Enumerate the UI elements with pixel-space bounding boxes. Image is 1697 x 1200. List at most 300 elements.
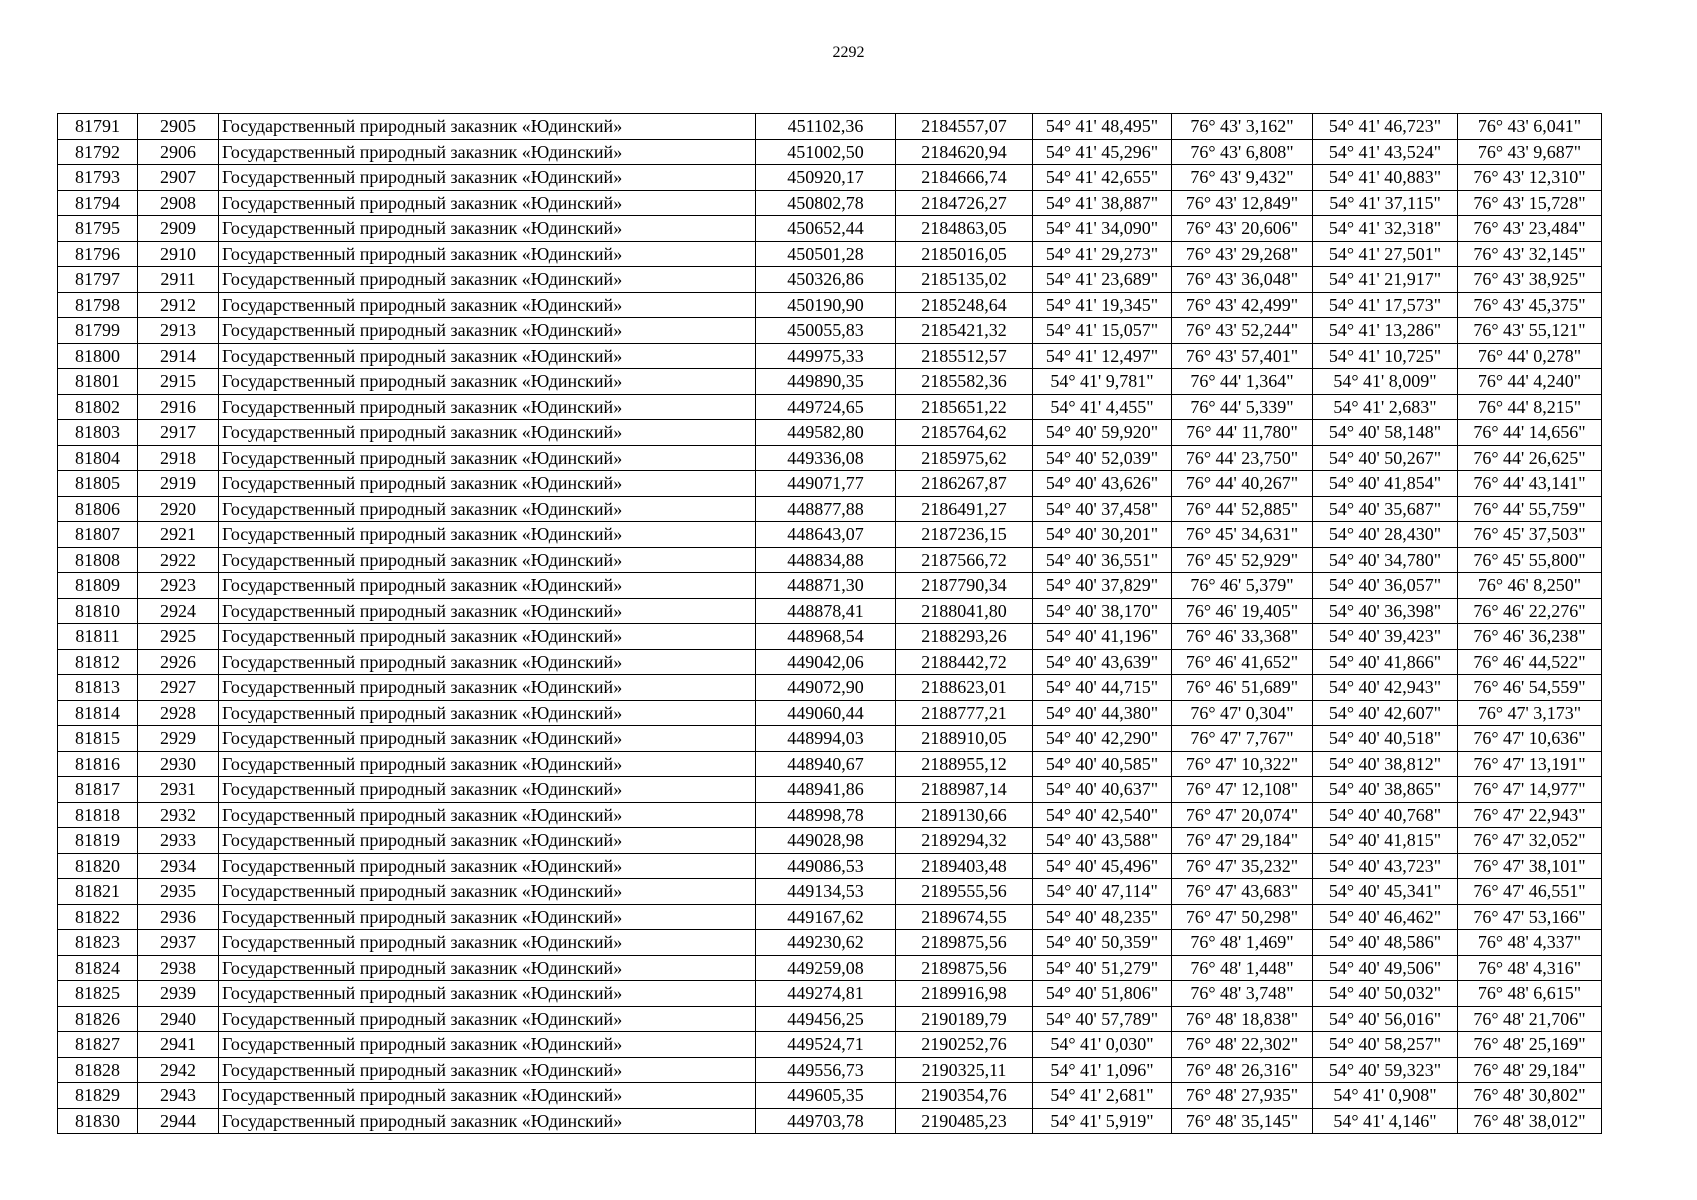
table-row [58, 241, 1602, 267]
longitude-2-cell: 76° 47' 14,977" [1458, 777, 1602, 803]
row-number-cell: 81821 [58, 879, 138, 905]
latitude-2-cell: 54° 40' 43,723" [1313, 853, 1458, 879]
latitude-1-cell: 54° 40' 38,170" [1033, 598, 1172, 624]
x-coordinate-cell: 449071,77 [756, 471, 896, 497]
table-row [58, 445, 1602, 471]
latitude-2-cell: 54° 41' 40,883" [1313, 165, 1458, 191]
longitude-2-cell: 76° 46' 36,238" [1458, 624, 1602, 650]
row-number-cell: 81828 [58, 1057, 138, 1083]
object-name-cell: Государственный природный заказник «Юдинский» [219, 777, 756, 803]
point-number-cell: 2906 [138, 139, 219, 165]
longitude-1-cell: 76° 47' 0,304" [1172, 700, 1313, 726]
row-number-cell: 81830 [58, 1108, 138, 1134]
longitude-2-cell: 76° 48' 21,706" [1458, 1006, 1602, 1032]
y-coordinate-cell: 2184620,94 [896, 139, 1033, 165]
longitude-2-cell: 76° 44' 55,759" [1458, 496, 1602, 522]
longitude-1-cell: 76° 44' 1,364" [1172, 369, 1313, 395]
object-name-cell: Государственный природный заказник «Юдинский» [219, 292, 756, 318]
latitude-1-cell: 54° 40' 50,359" [1033, 930, 1172, 956]
object-name-cell: Государственный природный заказник «Юдинский» [219, 445, 756, 471]
longitude-1-cell: 76° 43' 9,432" [1172, 165, 1313, 191]
object-name-cell: Государственный природный заказник «Юдинский» [219, 1057, 756, 1083]
latitude-1-cell: 54° 41' 12,497" [1033, 343, 1172, 369]
object-name-cell: Государственный природный заказник «Юдинский» [219, 573, 756, 599]
y-coordinate-cell: 2185248,64 [896, 292, 1033, 318]
table-row [58, 879, 1602, 905]
x-coordinate-cell: 448941,86 [756, 777, 896, 803]
row-number-cell: 81822 [58, 904, 138, 930]
longitude-2-cell: 76° 48' 29,184" [1458, 1057, 1602, 1083]
latitude-2-cell: 54° 40' 46,462" [1313, 904, 1458, 930]
longitude-1-cell: 76° 48' 22,302" [1172, 1032, 1313, 1058]
longitude-2-cell: 76° 43' 32,145" [1458, 241, 1602, 267]
latitude-1-cell: 54° 41' 38,887" [1033, 190, 1172, 216]
point-number-cell: 2943 [138, 1083, 219, 1109]
latitude-2-cell: 54° 41' 43,524" [1313, 139, 1458, 165]
x-coordinate-cell: 448877,88 [756, 496, 896, 522]
row-number-cell: 81827 [58, 1032, 138, 1058]
latitude-2-cell: 54° 40' 40,518" [1313, 726, 1458, 752]
x-coordinate-cell: 448940,67 [756, 751, 896, 777]
longitude-2-cell: 76° 43' 45,375" [1458, 292, 1602, 318]
y-coordinate-cell: 2188987,14 [896, 777, 1033, 803]
object-name-cell: Государственный природный заказник «Юдинский» [219, 700, 756, 726]
point-number-cell: 2908 [138, 190, 219, 216]
latitude-1-cell: 54° 40' 42,540" [1033, 802, 1172, 828]
longitude-2-cell: 76° 47' 53,166" [1458, 904, 1602, 930]
longitude-2-cell: 76° 48' 30,802" [1458, 1083, 1602, 1109]
y-coordinate-cell: 2188910,05 [896, 726, 1033, 752]
point-number-cell: 2911 [138, 267, 219, 293]
y-coordinate-cell: 2185651,22 [896, 394, 1033, 420]
longitude-1-cell: 76° 47' 35,232" [1172, 853, 1313, 879]
longitude-1-cell: 76° 44' 52,885" [1172, 496, 1313, 522]
x-coordinate-cell: 451102,36 [756, 114, 896, 140]
object-name-cell: Государственный природный заказник «Юдинский» [219, 930, 756, 956]
point-number-cell: 2934 [138, 853, 219, 879]
latitude-1-cell: 54° 40' 43,626" [1033, 471, 1172, 497]
row-number-cell: 81794 [58, 190, 138, 216]
row-number-cell: 81818 [58, 802, 138, 828]
point-number-cell: 2941 [138, 1032, 219, 1058]
longitude-1-cell: 76° 46' 33,368" [1172, 624, 1313, 650]
longitude-1-cell: 76° 48' 35,145" [1172, 1108, 1313, 1134]
y-coordinate-cell: 2189403,48 [896, 853, 1033, 879]
point-number-cell: 2932 [138, 802, 219, 828]
latitude-1-cell: 54° 41' 34,090" [1033, 216, 1172, 242]
latitude-2-cell: 54° 40' 41,815" [1313, 828, 1458, 854]
latitude-1-cell: 54° 40' 36,551" [1033, 547, 1172, 573]
latitude-1-cell: 54° 40' 43,639" [1033, 649, 1172, 675]
latitude-1-cell: 54° 40' 59,920" [1033, 420, 1172, 446]
y-coordinate-cell: 2187236,15 [896, 522, 1033, 548]
latitude-2-cell: 54° 40' 56,016" [1313, 1006, 1458, 1032]
object-name-cell: Государственный природный заказник «Юдинский» [219, 1032, 756, 1058]
y-coordinate-cell: 2188777,21 [896, 700, 1033, 726]
point-number-cell: 2921 [138, 522, 219, 548]
table-row [58, 318, 1602, 344]
longitude-2-cell: 76° 44' 0,278" [1458, 343, 1602, 369]
x-coordinate-cell: 449605,35 [756, 1083, 896, 1109]
table-row [58, 649, 1602, 675]
latitude-2-cell: 54° 40' 48,586" [1313, 930, 1458, 956]
table-row [58, 624, 1602, 650]
point-number-cell: 2919 [138, 471, 219, 497]
longitude-2-cell: 76° 45' 37,503" [1458, 522, 1602, 548]
y-coordinate-cell: 2190485,23 [896, 1108, 1033, 1134]
x-coordinate-cell: 450501,28 [756, 241, 896, 267]
x-coordinate-cell: 449336,08 [756, 445, 896, 471]
x-coordinate-cell: 449456,25 [756, 1006, 896, 1032]
x-coordinate-cell: 448871,30 [756, 573, 896, 599]
longitude-1-cell: 76° 43' 12,849" [1172, 190, 1313, 216]
latitude-1-cell: 54° 41' 2,681" [1033, 1083, 1172, 1109]
latitude-1-cell: 54° 40' 42,290" [1033, 726, 1172, 752]
row-number-cell: 81815 [58, 726, 138, 752]
table-row [58, 751, 1602, 777]
table-row [58, 981, 1602, 1007]
table-row [58, 1057, 1602, 1083]
table-row [58, 726, 1602, 752]
object-name-cell: Государственный природный заказник «Юдинский» [219, 522, 756, 548]
table-row [58, 190, 1602, 216]
row-number-cell: 81810 [58, 598, 138, 624]
coordinates-table [57, 113, 1602, 1134]
longitude-2-cell: 76° 46' 54,559" [1458, 675, 1602, 701]
latitude-1-cell: 54° 40' 37,458" [1033, 496, 1172, 522]
point-number-cell: 2926 [138, 649, 219, 675]
longitude-2-cell: 76° 46' 44,522" [1458, 649, 1602, 675]
y-coordinate-cell: 2185421,32 [896, 318, 1033, 344]
x-coordinate-cell: 449086,53 [756, 853, 896, 879]
table-row [58, 955, 1602, 981]
y-coordinate-cell: 2190252,76 [896, 1032, 1033, 1058]
longitude-1-cell: 76° 46' 5,379" [1172, 573, 1313, 599]
object-name-cell: Государственный природный заказник «Юдинский» [219, 114, 756, 140]
y-coordinate-cell: 2189875,56 [896, 930, 1033, 956]
latitude-2-cell: 54° 40' 58,148" [1313, 420, 1458, 446]
latitude-1-cell: 54° 40' 43,588" [1033, 828, 1172, 854]
object-name-cell: Государственный природный заказник «Юдинский» [219, 139, 756, 165]
row-number-cell: 81797 [58, 267, 138, 293]
object-name-cell: Государственный природный заказник «Юдинский» [219, 496, 756, 522]
latitude-2-cell: 54° 40' 42,943" [1313, 675, 1458, 701]
table-row [58, 292, 1602, 318]
latitude-1-cell: 54° 40' 57,789" [1033, 1006, 1172, 1032]
y-coordinate-cell: 2188955,12 [896, 751, 1033, 777]
latitude-2-cell: 54° 40' 58,257" [1313, 1032, 1458, 1058]
longitude-2-cell: 76° 46' 8,250" [1458, 573, 1602, 599]
object-name-cell: Государственный природный заказник «Юдинский» [219, 879, 756, 905]
longitude-2-cell: 76° 43' 55,121" [1458, 318, 1602, 344]
row-number-cell: 81819 [58, 828, 138, 854]
row-number-cell: 81816 [58, 751, 138, 777]
table-row [58, 573, 1602, 599]
object-name-cell: Государственный природный заказник «Юдинский» [219, 420, 756, 446]
latitude-1-cell: 54° 40' 37,829" [1033, 573, 1172, 599]
longitude-1-cell: 76° 43' 52,244" [1172, 318, 1313, 344]
longitude-1-cell: 76° 47' 10,322" [1172, 751, 1313, 777]
longitude-2-cell: 76° 43' 15,728" [1458, 190, 1602, 216]
row-number-cell: 81800 [58, 343, 138, 369]
latitude-1-cell: 54° 41' 1,096" [1033, 1057, 1172, 1083]
point-number-cell: 2933 [138, 828, 219, 854]
y-coordinate-cell: 2190354,76 [896, 1083, 1033, 1109]
longitude-1-cell: 76° 48' 27,935" [1172, 1083, 1313, 1109]
y-coordinate-cell: 2190325,11 [896, 1057, 1033, 1083]
object-name-cell: Государственный природный заказник «Юдинский» [219, 598, 756, 624]
latitude-1-cell: 54° 40' 41,196" [1033, 624, 1172, 650]
longitude-2-cell: 76° 43' 38,925" [1458, 267, 1602, 293]
longitude-1-cell: 76° 47' 43,683" [1172, 879, 1313, 905]
x-coordinate-cell: 451002,50 [756, 139, 896, 165]
object-name-cell: Государственный природный заказник «Юдинский» [219, 267, 756, 293]
longitude-1-cell: 76° 48' 18,838" [1172, 1006, 1313, 1032]
table-row [58, 802, 1602, 828]
object-name-cell: Государственный природный заказник «Юдинский» [219, 981, 756, 1007]
object-name-cell: Государственный природный заказник «Юдинский» [219, 1006, 756, 1032]
x-coordinate-cell: 449582,80 [756, 420, 896, 446]
latitude-1-cell: 54° 40' 48,235" [1033, 904, 1172, 930]
longitude-1-cell: 76° 48' 1,448" [1172, 955, 1313, 981]
point-number-cell: 2909 [138, 216, 219, 242]
longitude-1-cell: 76° 46' 51,689" [1172, 675, 1313, 701]
object-name-cell: Государственный природный заказник «Юдинский» [219, 318, 756, 344]
row-number-cell: 81808 [58, 547, 138, 573]
longitude-1-cell: 76° 47' 20,074" [1172, 802, 1313, 828]
row-number-cell: 81812 [58, 649, 138, 675]
latitude-1-cell: 54° 41' 42,655" [1033, 165, 1172, 191]
row-number-cell: 81814 [58, 700, 138, 726]
y-coordinate-cell: 2185975,62 [896, 445, 1033, 471]
table-row [58, 828, 1602, 854]
point-number-cell: 2937 [138, 930, 219, 956]
longitude-1-cell: 76° 43' 3,162" [1172, 114, 1313, 140]
y-coordinate-cell: 2189916,98 [896, 981, 1033, 1007]
row-number-cell: 81813 [58, 675, 138, 701]
longitude-1-cell: 76° 47' 50,298" [1172, 904, 1313, 930]
x-coordinate-cell: 449072,90 [756, 675, 896, 701]
y-coordinate-cell: 2187790,34 [896, 573, 1033, 599]
latitude-1-cell: 54° 40' 47,114" [1033, 879, 1172, 905]
object-name-cell: Государственный природный заказник «Юдинский» [219, 190, 756, 216]
latitude-1-cell: 54° 40' 44,715" [1033, 675, 1172, 701]
x-coordinate-cell: 449556,73 [756, 1057, 896, 1083]
point-number-cell: 2913 [138, 318, 219, 344]
y-coordinate-cell: 2189875,56 [896, 955, 1033, 981]
point-number-cell: 2920 [138, 496, 219, 522]
point-number-cell: 2907 [138, 165, 219, 191]
x-coordinate-cell: 448878,41 [756, 598, 896, 624]
latitude-1-cell: 54° 40' 51,279" [1033, 955, 1172, 981]
point-number-cell: 2912 [138, 292, 219, 318]
latitude-1-cell: 54° 41' 0,030" [1033, 1032, 1172, 1058]
row-number-cell: 81823 [58, 930, 138, 956]
x-coordinate-cell: 448968,54 [756, 624, 896, 650]
longitude-2-cell: 76° 44' 26,625" [1458, 445, 1602, 471]
latitude-2-cell: 54° 40' 36,057" [1313, 573, 1458, 599]
x-coordinate-cell: 450190,90 [756, 292, 896, 318]
x-coordinate-cell: 448998,78 [756, 802, 896, 828]
object-name-cell: Государственный природный заказник «Юдинский» [219, 726, 756, 752]
object-name-cell: Государственный природный заказник «Юдинский» [219, 1108, 756, 1134]
object-name-cell: Государственный природный заказник «Юдинский» [219, 904, 756, 930]
object-name-cell: Государственный природный заказник «Юдинский» [219, 649, 756, 675]
object-name-cell: Государственный природный заказник «Юдинский» [219, 853, 756, 879]
point-number-cell: 2916 [138, 394, 219, 420]
longitude-1-cell: 76° 43' 29,268" [1172, 241, 1313, 267]
y-coordinate-cell: 2185512,57 [896, 343, 1033, 369]
latitude-2-cell: 54° 41' 4,146" [1313, 1108, 1458, 1134]
longitude-1-cell: 76° 48' 1,469" [1172, 930, 1313, 956]
point-number-cell: 2930 [138, 751, 219, 777]
latitude-2-cell: 54° 40' 50,267" [1313, 445, 1458, 471]
point-number-cell: 2935 [138, 879, 219, 905]
table-row [58, 930, 1602, 956]
latitude-2-cell: 54° 41' 10,725" [1313, 343, 1458, 369]
latitude-1-cell: 54° 41' 45,296" [1033, 139, 1172, 165]
table-row [58, 598, 1602, 624]
latitude-2-cell: 54° 40' 50,032" [1313, 981, 1458, 1007]
row-number-cell: 81806 [58, 496, 138, 522]
latitude-2-cell: 54° 40' 41,866" [1313, 649, 1458, 675]
x-coordinate-cell: 450920,17 [756, 165, 896, 191]
x-coordinate-cell: 449042,06 [756, 649, 896, 675]
longitude-1-cell: 76° 45' 52,929" [1172, 547, 1313, 573]
latitude-1-cell: 54° 40' 44,380" [1033, 700, 1172, 726]
object-name-cell: Государственный природный заказник «Юдинский» [219, 802, 756, 828]
table-row [58, 420, 1602, 446]
latitude-2-cell: 54° 41' 0,908" [1313, 1083, 1458, 1109]
table-row [58, 1006, 1602, 1032]
latitude-1-cell: 54° 41' 5,919" [1033, 1108, 1172, 1134]
latitude-2-cell: 54° 40' 42,607" [1313, 700, 1458, 726]
longitude-2-cell: 76° 48' 25,169" [1458, 1032, 1602, 1058]
row-number-cell: 81801 [58, 369, 138, 395]
object-name-cell: Государственный природный заказник «Юдинский» [219, 675, 756, 701]
y-coordinate-cell: 2184726,27 [896, 190, 1033, 216]
latitude-1-cell: 54° 40' 45,496" [1033, 853, 1172, 879]
x-coordinate-cell: 449724,65 [756, 394, 896, 420]
longitude-1-cell: 76° 48' 3,748" [1172, 981, 1313, 1007]
y-coordinate-cell: 2185135,02 [896, 267, 1033, 293]
object-name-cell: Государственный природный заказник «Юдинский» [219, 1083, 756, 1109]
x-coordinate-cell: 450055,83 [756, 318, 896, 344]
row-number-cell: 81802 [58, 394, 138, 420]
latitude-2-cell: 54° 40' 34,780" [1313, 547, 1458, 573]
latitude-2-cell: 54° 40' 45,341" [1313, 879, 1458, 905]
x-coordinate-cell: 449274,81 [756, 981, 896, 1007]
table-row [58, 114, 1602, 140]
page-number: 2292 [832, 44, 865, 61]
x-coordinate-cell: 448994,03 [756, 726, 896, 752]
point-number-cell: 2942 [138, 1057, 219, 1083]
x-coordinate-cell: 449167,62 [756, 904, 896, 930]
x-coordinate-cell: 450652,44 [756, 216, 896, 242]
longitude-2-cell: 76° 44' 8,215" [1458, 394, 1602, 420]
object-name-cell: Государственный природный заказник «Юдинский» [219, 343, 756, 369]
object-name-cell: Государственный природный заказник «Юдинский» [219, 165, 756, 191]
object-name-cell: Государственный природный заказник «Юдинский» [219, 394, 756, 420]
longitude-1-cell: 76° 43' 20,606" [1172, 216, 1313, 242]
point-number-cell: 2915 [138, 369, 219, 395]
table-row [58, 139, 1602, 165]
row-number-cell: 81799 [58, 318, 138, 344]
table-row [58, 853, 1602, 879]
x-coordinate-cell: 449890,35 [756, 369, 896, 395]
longitude-1-cell: 76° 43' 6,808" [1172, 139, 1313, 165]
latitude-1-cell: 54° 40' 30,201" [1033, 522, 1172, 548]
table-row [58, 1032, 1602, 1058]
row-number-cell: 81826 [58, 1006, 138, 1032]
table-row [58, 165, 1602, 191]
object-name-cell: Государственный природный заказник «Юдинский» [219, 547, 756, 573]
x-coordinate-cell: 449259,08 [756, 955, 896, 981]
longitude-2-cell: 76° 47' 10,636" [1458, 726, 1602, 752]
longitude-1-cell: 76° 47' 7,767" [1172, 726, 1313, 752]
point-number-cell: 2905 [138, 114, 219, 140]
object-name-cell: Государственный природный заказник «Юдинский» [219, 369, 756, 395]
x-coordinate-cell: 449134,53 [756, 879, 896, 905]
y-coordinate-cell: 2184666,74 [896, 165, 1033, 191]
longitude-2-cell: 76° 47' 13,191" [1458, 751, 1602, 777]
row-number-cell: 81807 [58, 522, 138, 548]
longitude-2-cell: 76° 43' 9,687" [1458, 139, 1602, 165]
y-coordinate-cell: 2186491,27 [896, 496, 1033, 522]
object-name-cell: Государственный природный заказник «Юдинский» [219, 828, 756, 854]
y-coordinate-cell: 2189555,56 [896, 879, 1033, 905]
row-number-cell: 81796 [58, 241, 138, 267]
y-coordinate-cell: 2185582,36 [896, 369, 1033, 395]
y-coordinate-cell: 2189294,32 [896, 828, 1033, 854]
longitude-1-cell: 76° 44' 23,750" [1172, 445, 1313, 471]
longitude-2-cell: 76° 44' 4,240" [1458, 369, 1602, 395]
row-number-cell: 81805 [58, 471, 138, 497]
table-row [58, 675, 1602, 701]
longitude-1-cell: 76° 44' 40,267" [1172, 471, 1313, 497]
longitude-2-cell: 76° 43' 23,484" [1458, 216, 1602, 242]
latitude-2-cell: 54° 41' 8,009" [1313, 369, 1458, 395]
row-number-cell: 81829 [58, 1083, 138, 1109]
row-number-cell: 81825 [58, 981, 138, 1007]
longitude-1-cell: 76° 43' 42,499" [1172, 292, 1313, 318]
latitude-1-cell: 54° 41' 4,455" [1033, 394, 1172, 420]
longitude-1-cell: 76° 43' 36,048" [1172, 267, 1313, 293]
table-row [58, 777, 1602, 803]
table-row [58, 267, 1602, 293]
y-coordinate-cell: 2184557,07 [896, 114, 1033, 140]
object-name-cell: Государственный природный заказник «Юдинский» [219, 624, 756, 650]
longitude-1-cell: 76° 46' 41,652" [1172, 649, 1313, 675]
longitude-2-cell: 76° 47' 46,551" [1458, 879, 1602, 905]
coordinates-table-body [58, 114, 1602, 1134]
latitude-2-cell: 54° 41' 27,501" [1313, 241, 1458, 267]
table-row [58, 1083, 1602, 1109]
point-number-cell: 2910 [138, 241, 219, 267]
table-row [58, 216, 1602, 242]
table-row [58, 343, 1602, 369]
y-coordinate-cell: 2185016,05 [896, 241, 1033, 267]
y-coordinate-cell: 2186267,87 [896, 471, 1033, 497]
latitude-1-cell: 54° 41' 9,781" [1033, 369, 1172, 395]
longitude-1-cell: 76° 47' 29,184" [1172, 828, 1313, 854]
longitude-2-cell: 76° 47' 32,052" [1458, 828, 1602, 854]
table-row [58, 547, 1602, 573]
longitude-2-cell: 76° 44' 14,656" [1458, 420, 1602, 446]
longitude-2-cell: 76° 43' 12,310" [1458, 165, 1602, 191]
point-number-cell: 2944 [138, 1108, 219, 1134]
row-number-cell: 81803 [58, 420, 138, 446]
